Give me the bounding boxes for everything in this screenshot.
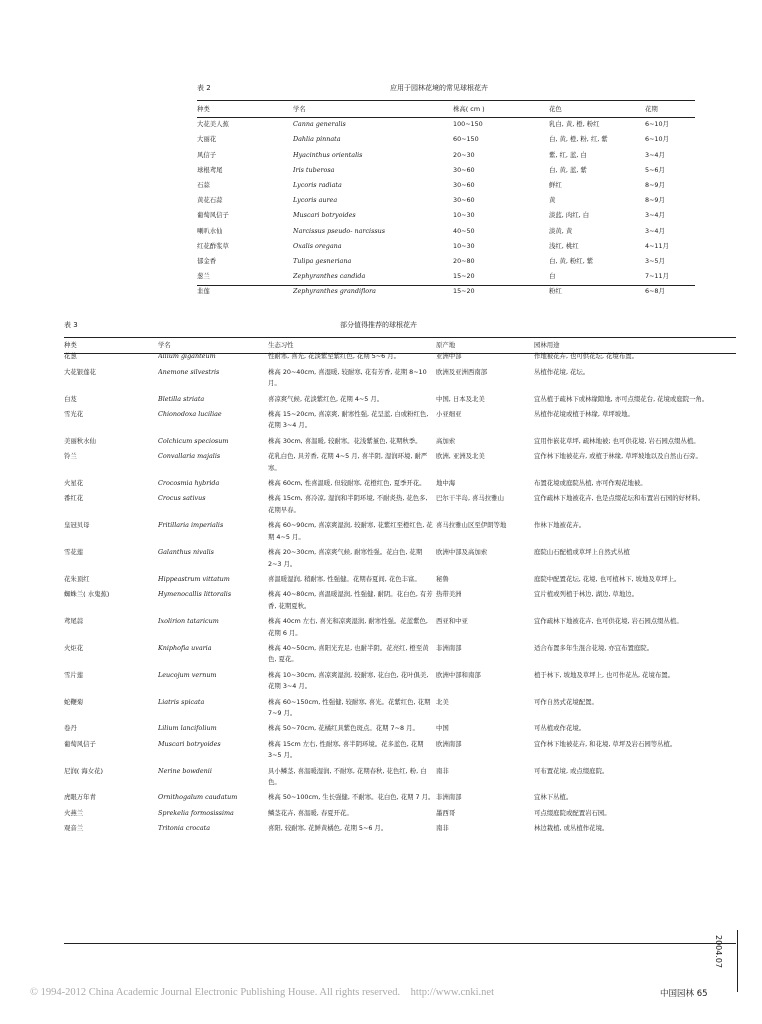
journal-footer xyxy=(660,987,708,999)
table3-cell: 株高 60~90cm, 喜凉爽湿润, 较耐寒, 花紫红至橙红色, 花期 4~5 月。 xyxy=(268,521,433,541)
table2-cell: 葡萄风信子 xyxy=(197,211,229,220)
table2-cell: 浅红, 桃红 xyxy=(549,241,579,250)
table3-header-cell: 生态习性 xyxy=(268,341,294,349)
table3-row xyxy=(64,643,736,670)
table3-cell: 性耐寒, 喜光, 花淡紫至紫红色, 花期 5~6 月。 xyxy=(268,352,400,361)
table3-cell: 花葱 xyxy=(64,352,77,361)
table3-cell: 庭院山石配植或草坪上自然式丛植 xyxy=(534,548,630,557)
table3-cell: 铃兰 xyxy=(64,452,77,461)
table3-cell: 雪片莲 xyxy=(64,670,84,679)
table2-label: 表 2 xyxy=(197,84,211,92)
table3-cell: 虎眼万年青 xyxy=(64,793,96,802)
table3-cell: 雪花莲 xyxy=(64,548,84,557)
table3-cell: 热带美洲 xyxy=(436,590,462,599)
table3-cell: 皇冠贝母 xyxy=(64,521,90,530)
table3-cell: 火星花 xyxy=(64,479,84,488)
table2-title: 应用于园林花境的常见球根花卉 xyxy=(390,84,488,92)
table3-row xyxy=(64,808,736,823)
table3-cell: 欧洲, 亚洲及北美 xyxy=(436,452,485,461)
table3-bottom-rule xyxy=(64,943,736,944)
table2-cell: Iris tuberosa xyxy=(293,165,335,174)
table3-cell: 大花银莲花 xyxy=(64,367,96,376)
table2-cell: 喇叭水仙 xyxy=(197,226,223,235)
table3-cell: 株高 15~20cm, 喜凉爽, 耐寒性强, 花呈蓝, 白或粉红色, 花期 3~4 月。 xyxy=(268,410,429,430)
table2 xyxy=(197,102,695,300)
table3-header-cell: 种类 xyxy=(64,341,77,349)
table2-cell: 60~150 xyxy=(453,135,479,144)
table3-cell: 小亚细亚 xyxy=(436,410,462,419)
table3-header-cell: 园林用途 xyxy=(534,341,560,349)
table3-header-cell: 学名 xyxy=(158,341,171,349)
table3-cell: 株高 50~70cm, 花橘红具紫色斑点。花期 7~8 月。 xyxy=(268,724,419,733)
table3-cell: Hymenocallis littoralis xyxy=(158,590,232,599)
table3-cell: 株高 60~150cm, 性强健, 较耐寒, 喜光。花紫红色, 花期 7~9 月。 xyxy=(268,697,431,717)
table3-cell: 株高 40~80cm, 喜温暖湿润, 性强健, 耐阴。花白色, 有芳香, 花期夏秋。 xyxy=(268,590,433,610)
table3-cell: 欧洲及亚洲西南部 xyxy=(436,367,488,376)
table3-cell: 欧洲南部 xyxy=(436,739,462,748)
table3-cell: 布置花境或庭院丛植, 亦可作观花地被。 xyxy=(534,479,647,488)
table3-cell: 花朱顶红 xyxy=(64,574,90,583)
table2-cell: 6~10月 xyxy=(645,135,669,144)
table3-cell: 北美 xyxy=(436,697,449,706)
table3-cell: 中国, 日本及北美 xyxy=(436,394,485,403)
table2-cell: 3~4月 xyxy=(645,211,665,220)
table3-cell: 火炬花 xyxy=(64,643,84,652)
table3-row xyxy=(64,367,736,394)
table2-cell: 淡蓝, 肉红, 白 xyxy=(549,211,590,220)
table2-header-cell: 株高( cm ) xyxy=(453,105,485,113)
table3-cell: 株高 20~40cm, 喜湿暖, 较耐寒, 花有芳香, 花期 8~10 月。 xyxy=(268,367,427,388)
table3-cell: 宜作疏林下地被花卉, 也可供花境, 岩石园点缀丛植。 xyxy=(534,617,683,626)
table3-title: 部分值得推荐的球根花卉 xyxy=(340,321,417,329)
table2-cell: 40~50 xyxy=(453,226,475,235)
table2-cell: 白 xyxy=(549,272,556,281)
table3-cell: 欧洲中部及高加索 xyxy=(436,548,488,557)
table3-cell: 雪光花 xyxy=(64,410,84,419)
table2-cell: 6~8月 xyxy=(645,287,665,296)
table3-cell: 植于林下, 坡地及草坪上, 也可作花丛, 花境布置。 xyxy=(534,670,674,679)
table3-row xyxy=(64,670,736,697)
table2-cell: 黄 xyxy=(549,196,556,205)
table3-cell: 火燕兰 xyxy=(64,808,84,817)
table3-cell: 非洲南部 xyxy=(436,643,462,652)
table3-cell: Fritillaria imperialis xyxy=(158,521,224,530)
table2-cell: 8~9月 xyxy=(645,196,665,205)
table2-row xyxy=(197,269,695,284)
table3-cell: 宜片植或列植于林边, 湖边, 草地边。 xyxy=(534,590,638,599)
table2-row xyxy=(197,239,695,254)
table3-cell: 可丛植或作花境。 xyxy=(534,724,586,733)
page-number: 65 xyxy=(696,989,708,999)
table3-cell: 秘鲁 xyxy=(436,574,449,583)
table3-cell: Kniphofia uvaria xyxy=(158,643,212,652)
table2-cell: 7~11月 xyxy=(645,272,669,281)
table2-row xyxy=(197,163,695,178)
table3-cell: 作地被花卉, 也可供花坛, 花境布置。 xyxy=(534,352,638,361)
table3-cell: 蛇鞭菊 xyxy=(64,697,84,706)
table3-row xyxy=(64,478,736,493)
table3-header-row xyxy=(64,340,736,351)
table2-header-cell: 花色 xyxy=(549,105,562,113)
table3-cell: 株高 40~50cm, 喜阳光充足, 也耐半阴。花亮红, 橙至黄色, 夏花。 xyxy=(268,643,429,664)
table2-cell: 4~11月 xyxy=(645,241,669,250)
table3-row xyxy=(64,436,736,451)
table3-cell: Crocus sativus xyxy=(158,494,206,503)
table3-cell: 喜阳, 较耐寒, 花鲜黄橘色, 花期 5~6 月。 xyxy=(268,824,388,833)
table3-cell: Leucojum vernum xyxy=(158,670,217,679)
table3-row xyxy=(64,493,736,520)
table2-cell: Oxalis oregana xyxy=(293,241,342,250)
table3-cell: 宜用作嵌花草坪, 疏林地被; 也可供花境, 岩石园点缀丛植。 xyxy=(534,436,700,445)
table3-row xyxy=(64,451,736,478)
table3-cell: 作林下地被花卉。 xyxy=(534,521,586,530)
table2-cell: 3~4月 xyxy=(645,150,665,159)
table2-cell: Hyacinthus orientalis xyxy=(293,150,363,159)
table2-cell: 红花酢浆草 xyxy=(197,241,229,250)
table2-cell: 20~80 xyxy=(453,257,475,266)
table3-row xyxy=(64,766,736,793)
table3-cell: 观音兰 xyxy=(64,824,84,833)
table3-cell: 中国 xyxy=(436,724,449,733)
table3-label: 表 3 xyxy=(64,321,78,329)
table3-cell: 具小鳞茎, 喜温暖湿润, 不耐寒, 花期春秋, 花色红, 粉, 白色。 xyxy=(268,766,427,786)
table3-cell: 葡萄风信子 xyxy=(64,739,96,748)
table3-cell: Lilium lancifolium xyxy=(158,724,217,733)
table2-cell: Tulipa gesneriana xyxy=(293,257,352,266)
table3-cell: 株高 60cm, 性喜温暖, 但较耐寒, 花橙红色, 夏季开花。 xyxy=(268,479,426,488)
table3-cell: 宜作林下地被花卉, 和花境, 草坪及岩石园等丛植。 xyxy=(534,739,677,748)
table2-cell: Lycoris radiata xyxy=(293,181,342,190)
table2-cell: Narcissus pseudo- narcissus xyxy=(293,226,386,235)
table2-cell: 葱兰 xyxy=(197,272,210,281)
table3-cell: 鳞茎花卉, 喜温暖, 春夏开花。 xyxy=(268,808,353,817)
table3-cell: 株高 30cm, 喜温暖, 较耐寒。花浅紫堇色, 花期秋季。 xyxy=(268,436,422,445)
table2-row xyxy=(197,284,695,299)
table2-cell: 石蒜 xyxy=(197,181,210,190)
table2-cell: 郁金香 xyxy=(197,257,217,266)
table3-row xyxy=(64,394,736,409)
table3 xyxy=(64,340,736,839)
table3-top-rule xyxy=(64,337,736,338)
table3-cell: 尼润( 海女花) xyxy=(64,766,103,775)
table2-cell: 紫, 红, 蓝, 白 xyxy=(549,150,587,159)
table3-cell: Nerine bowdenii xyxy=(158,766,212,775)
table2-cell: 韭莲 xyxy=(197,287,210,296)
table3-cell: 南非 xyxy=(436,824,449,833)
table3-row xyxy=(64,520,736,547)
table2-cell: 大花美人蕉 xyxy=(197,120,229,129)
table3-cell: 庭院中配置花坛, 花境, 也可植林下, 坡地及草坪上。 xyxy=(534,574,681,583)
table3-cell: 可布置花境, 或点缀庭院。 xyxy=(534,766,609,775)
table3-cell: 地中海 xyxy=(436,479,456,488)
table3-cell: Anemone silvestris xyxy=(158,367,220,376)
table3-cell: 喜马拉雅山区至伊朗等地 xyxy=(436,521,507,530)
table2-cell: Lycoris aurea xyxy=(293,196,338,205)
table2-cell: 10~30 xyxy=(453,211,475,220)
table3-cell: 丛植作花境, 花坛。 xyxy=(534,367,590,376)
table2-top-rule xyxy=(197,100,695,101)
table2-cell: 淡黄, 黄 xyxy=(549,226,573,235)
table3-cell: 丛植作花境或植于林缘, 草坪坡地。 xyxy=(534,410,634,419)
table3-cell: 亚洲中部 xyxy=(436,352,462,361)
table3-cell: 株高 40cm 左右, 喜光和凉爽湿润, 耐寒性强。花蓝紫色, 花期 6 月。 xyxy=(268,617,428,637)
table3-cell: 白芨 xyxy=(64,394,77,403)
table2-cell: 乳白, 黄, 橙, 粉红 xyxy=(549,120,600,129)
table2-cell: 100~150 xyxy=(453,120,483,129)
table2-cell: Dahlia pinnata xyxy=(293,135,341,144)
table2-row xyxy=(197,193,695,208)
table3-row xyxy=(64,589,736,616)
table3-cell: Chionodoxa luciliae xyxy=(158,410,222,419)
table2-cell: 3~5月 xyxy=(645,257,665,266)
cnki-link[interactable]: http://www.cnki.net xyxy=(410,987,494,998)
table2-cell: 15~20 xyxy=(453,272,475,281)
table3-row xyxy=(64,823,736,838)
table3-cell: 巴尔干半岛, 喜马拉雅山 xyxy=(436,494,504,503)
table2-header-cell: 花期 xyxy=(645,105,658,113)
table3-cell: Muscari botryoides xyxy=(158,739,221,748)
table3-row xyxy=(64,723,736,738)
table2-cell: 8~9月 xyxy=(645,181,665,190)
table3-cell: 西亚和中亚 xyxy=(436,617,468,626)
issue-date: 2004.07 xyxy=(714,935,723,969)
table3-cell: 卷丹 xyxy=(64,724,77,733)
table3-row xyxy=(64,547,736,574)
table3-cell: 株高 15cm, 喜冷凉, 湿润和半阴环境, 不耐炎热, 花色多, 花期早春。 xyxy=(268,494,428,514)
table2-cell: 球根鸢尾 xyxy=(197,165,223,174)
table3-cell: Convallaria majalis xyxy=(158,452,221,461)
table2-cell: 5~6月 xyxy=(645,165,665,174)
table2-header-row xyxy=(197,102,695,117)
table3-cell: 宜作林下地被花卉, 或植于林缘, 草坪坡地以及自然山石旁。 xyxy=(534,452,702,461)
table2-cell: 鲜红 xyxy=(549,181,562,190)
table3-cell: 喜凉爽气候, 花淡紫红色, 花期 4~5 月。 xyxy=(268,394,384,403)
table3-body xyxy=(64,351,736,838)
table2-row xyxy=(197,148,695,163)
table3-cell: 株高 20~30cm, 喜凉爽气候, 耐寒性强。花白色, 花期 2~3 月。 xyxy=(268,548,423,568)
table3-cell: Allium giganteum xyxy=(158,352,216,361)
table3-header-cell: 原产地 xyxy=(436,341,456,349)
table3-cell: 宜丛植于疏林下或林缘隙地, 亦可点缀花台, 花境或庭院一角。 xyxy=(534,394,709,403)
table2-cell: 黄花石蒜 xyxy=(197,196,223,205)
table3-row xyxy=(64,409,736,436)
table3-cell: 花乳白色, 具芳香, 花期 4~5 月, 喜半阴, 湿润环境, 耐严寒。 xyxy=(268,452,428,472)
table3-cell: Tritonia crocata xyxy=(158,824,211,833)
table2-cell: Zephyranthes candida xyxy=(293,272,366,281)
table3-cell: 宜林下丛植。 xyxy=(534,793,573,802)
table2-cell: 大丽花 xyxy=(197,135,217,144)
table2-cell: 3~4月 xyxy=(645,226,665,235)
table3-cell: 美丽秋水仙 xyxy=(64,436,96,445)
table2-cell: 白, 黄, 橙, 粉, 红, 紫 xyxy=(549,135,608,144)
table2-row xyxy=(197,224,695,239)
table2-header-cell: 种类 xyxy=(197,105,210,113)
table3-cell: 南非 xyxy=(436,766,449,775)
table2-cell: 风信子 xyxy=(197,150,217,159)
table3-cell: Sprekelia formosissima xyxy=(158,808,234,817)
table3-cell: 高加索 xyxy=(436,436,456,445)
table2-cell: 白, 黄, 蓝, 紫 xyxy=(549,165,587,174)
table2-cell: 粉红 xyxy=(549,287,562,296)
table2-cell: 30~60 xyxy=(453,165,475,174)
table3-cell: 蜘蛛兰( 水鬼蕉) xyxy=(64,590,110,599)
table2-cell: Muscari botryoides xyxy=(293,211,356,220)
table3-cell: Bletilla striata xyxy=(158,394,205,403)
table3-cell: 喜温暖湿润, 稍耐寒, 性强健。花期春夏间, 花色丰富。 xyxy=(268,574,421,583)
table3-cell: Crocosmia hybrida xyxy=(158,479,220,488)
table3-cell: Liatris spicata xyxy=(158,697,205,706)
table3-cell: 林边栽植, 或丛植作花境。 xyxy=(534,824,609,833)
table3-cell: 鸢尾蒜 xyxy=(64,617,84,626)
table3-row xyxy=(64,574,736,589)
table3-cell: 可作自然式花境配置。 xyxy=(534,697,598,706)
side-rule xyxy=(737,930,738,992)
table3-cell: 株高 15cm 左右, 性耐寒, 喜半阴环境。花多蓝色, 花期 3~5 月。 xyxy=(268,739,424,760)
table3-cell: Colchicum speciosum xyxy=(158,436,229,445)
table2-row xyxy=(197,117,695,132)
table3-cell: 可点缀庭院或配置岩石园。 xyxy=(534,808,611,817)
table2-row xyxy=(197,132,695,147)
table2-cell: 30~60 xyxy=(453,196,475,205)
table3-cell: 宜作疏林下地被花卉, 也是点缀花坛和布置岩石园的好材料。 xyxy=(534,494,705,503)
copyright-text: © 1994-2012 China Academic Journal Electronic Publishing House. All rights reserved. xyxy=(30,987,401,998)
table2-row xyxy=(197,208,695,223)
table3-cell: 番红花 xyxy=(64,494,84,503)
table3-cell: 株高 50~100cm, 生长强健, 不耐寒。花白色, 花期 7 月。 xyxy=(268,793,435,802)
table3-cell: Hippeastrum vittatum xyxy=(158,574,230,583)
table3-cell: Ornithogalum caudatum xyxy=(158,793,238,802)
table2-row xyxy=(197,254,695,269)
table3-row xyxy=(64,351,736,366)
table3-row xyxy=(64,697,736,724)
table2-cell: 30~60 xyxy=(453,181,475,190)
copyright-footer xyxy=(30,987,494,998)
table2-cell: 15~20 xyxy=(453,287,475,296)
table2-cell: 白, 黄, 粉红, 紫 xyxy=(549,257,594,266)
table2-cell: 20~30 xyxy=(453,150,475,159)
table3-row xyxy=(64,792,736,807)
table3-cell: 株高 10~30cm, 喜凉爽湿润, 较耐寒, 花白色, 花叶俱美, 花期 3~4 月。 xyxy=(268,670,429,691)
table3-cell: 非洲南部 xyxy=(436,793,462,802)
table2-cell: Canna generalis xyxy=(293,120,346,129)
table2-body xyxy=(197,117,695,299)
table2-cell: 6~10月 xyxy=(645,120,669,129)
table3-row xyxy=(64,616,736,643)
table3-cell: Galanthus nivalis xyxy=(158,548,214,557)
table3-cell: 墨西哥 xyxy=(436,808,456,817)
table2-cell: Zephyranthes grandiflora xyxy=(293,287,376,296)
table2-header-cell: 学名 xyxy=(293,105,306,113)
table3-cell: 适合布置多年生混合花境, 亦宜布置庭院。 xyxy=(534,643,654,652)
table3-cell: 欧洲中部和南部 xyxy=(436,670,481,679)
table2-row xyxy=(197,178,695,193)
table2-cell: 10~30 xyxy=(453,241,475,250)
table3-cell: Ixolirion tataricum xyxy=(158,617,219,626)
journal-name: 中国园林 xyxy=(660,989,695,999)
table3-row xyxy=(64,739,736,766)
